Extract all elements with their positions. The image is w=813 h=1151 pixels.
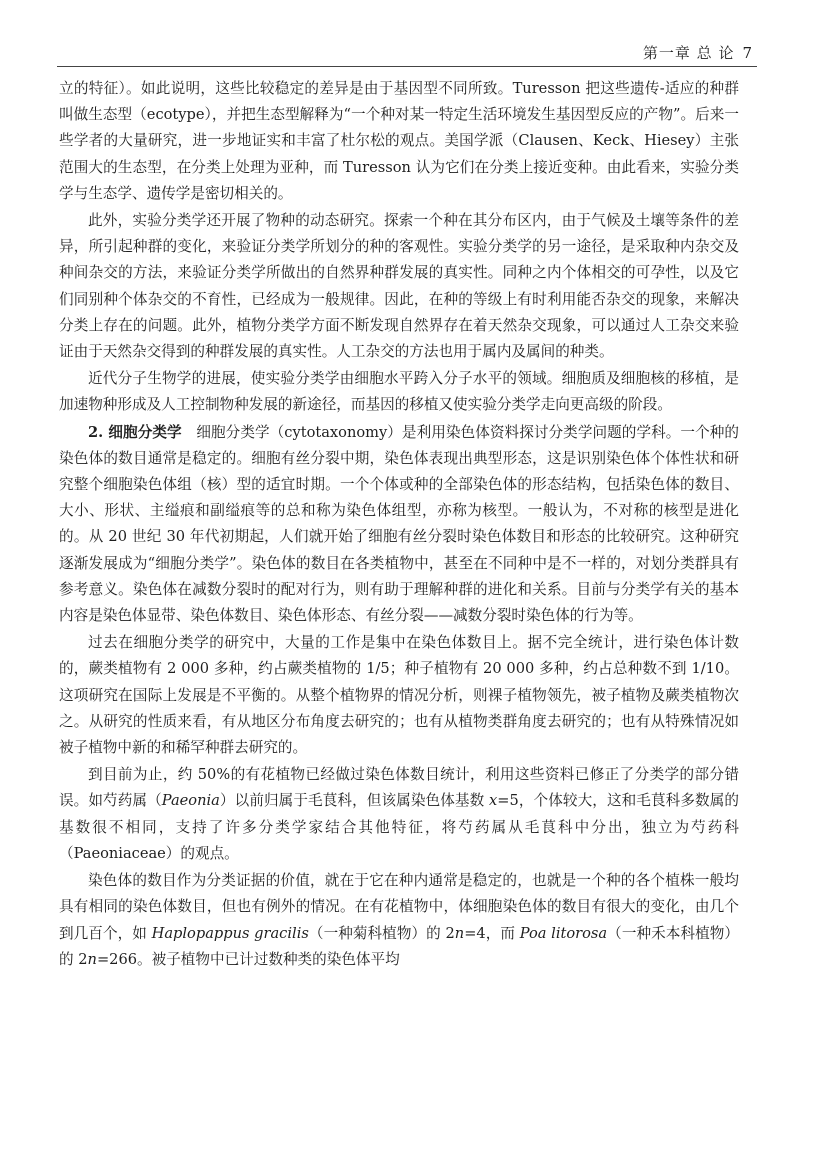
paragraph-7-text-c: =4，而 xyxy=(464,924,520,942)
paragraph-7-text-d: （一种禾本科植物）的 2 xyxy=(59,924,739,968)
chapter-title: 第一章 总 论 xyxy=(642,44,735,62)
paragraph-6-text-b: ）以前归属于毛茛科，但该属染色体基数 xyxy=(219,792,489,810)
running-header xyxy=(57,34,757,67)
paragraph-2: 此外，实验分类学还开展了物种的动态研究。探索一个种在其分布区内，由于气候及土壤等条件的差异，所引起种群的变化，来验证分类学所划分的种的客观性。实验分类学的另一途径，是采取种内杂交及种间杂交的方法，来验证分类学所做出的自然界种群发展的真实性。同种之内个体相交的可孕性，以及它们同别种个体杂交的不育性，已经成为一般规律。因此，在种的等级上有时利用能否杂交的现象，来解决分类上存在的问题。此外，植物分类学方面不断发现自然界存在着天然杂交现象，可以通过人工杂交来验证由于天然杂交得到的种群发展的真实性。人工杂交的方法也用于属内及属间的种类。 xyxy=(59,212,739,361)
species-name-poa: Poa litorosa xyxy=(519,924,608,942)
page-number: 7 xyxy=(742,44,753,62)
paragraph-4 xyxy=(59,420,739,630)
paragraph-6-text-a: 到目前为止，约 50%的有花植物已经做过染色体数目统计，利用这些资料已修正了分类学的部分错误。如芍药属（ xyxy=(59,766,739,810)
variable-n: n xyxy=(87,950,97,968)
paragraph-7-text-e: =266。被子植物中已计过数种类的染色体平均 xyxy=(96,950,400,968)
variable-x: x xyxy=(489,792,498,810)
paragraph-7-text-a: 染色体的数目作为分类证据的价值，就在于它在种内通常是稳定的，也就是一个种的各个植株一般均具有相同的染色体数目，但也有例外的情况。在有花植物中，体细胞染色体的数目有很大的变化，由几个到几百个，如 xyxy=(59,872,739,942)
paragraph-1: 立的特征）。如此说明，这些比较稳定的差异是由于基因型不同所致。Turesson 把这些遗传-适应的种群叫做生态型（ecotype），并把生态型解释为“一个种对某一特定生活环境发生基因型反应的产物”。后来一些学者的大量研究，进一步地证实和丰富了杜尔松的观点。美国学派（Clausen、Keck、Hiesey）主张范围大的生态型，在分类上处理为亚种，而 Turesson 认为它们在分类上接近变种。由此看来，实验分类学与生态学、遗传学是密切相关的。 xyxy=(59,80,739,202)
species-name-haplopappus: Haplopappus gracilis xyxy=(151,924,309,942)
variable-n: n xyxy=(454,924,465,942)
paragraph-7 xyxy=(59,868,739,973)
header-text xyxy=(643,42,753,63)
paragraph-5: 过去在细胞分类学的研究中，大量的工作是集中在染色体数目上。据不完全统计，进行染色体计数的，蕨类植物有 2 000 多种，约占蕨类植物的 1/5；种子植物有 20 000 多种，约占总种数不到 1/10。这项研究在国际上发展是不平衡的。从整个植物界的情况分析，则裸子植物领先，被子植物及蕨类植物次之。从研究的性质来看，有从地区分布角度去研究的；也有从植物类群角度去研究的；也有从特殊情况如被子植物中新的和稀罕种群去研究的。 xyxy=(59,634,739,757)
genus-name-paeonia: Paeonia xyxy=(161,792,220,810)
paragraph-4-text: 细胞分类学（cytotaxonomy）是利用染色体资料探讨分类学问题的学科。一个种的染色体的数目通常是稳定的。细胞有丝分裂中期，染色体表现出典型形态，这是识别染色体个体性状和研究整个细胞染色体组（核）型的适宜时期。一个个体或种的全部染色体的形态结构，包括染色体的数目、大小、形状、主缢痕和副缢痕等的总和称为染色体组型，亦称为核型。一般认为，不对称的核型是进化的。从 20 世纪 30 年代初期起，人们就开始了细胞有丝分裂时染色体数目和形态的比较研究。这种研究逐渐发展成为“细胞分类学”。染色体的数目在各类植物中，甚至在不同种中是不一样的，对划分类群具有参考意义。染色体在减数分裂时的配对行为，则有助于理解种群的进化和关系。目前与分类学有关的基本内容是染色体显带、染色体数目、染色体形态、有丝分裂——减数分裂时染色体的行为等。 xyxy=(59,423,739,625)
paragraph-6-text-c: =5，个体较大，这和毛茛科多数属的基数很不相同，支持了许多分类学家结合其他特征，将芍药属从毛茛科中分出，独立为芍药科（Paeoniaceae）的观点。 xyxy=(59,792,740,862)
page-body xyxy=(59,76,739,974)
paragraph-7-text-b: （一种菊科植物）的 2 xyxy=(308,924,455,942)
paragraph-6 xyxy=(59,762,739,867)
paragraph-3: 近代分子生物学的进展，使实验分类学由细胞水平跨入分子水平的领域。细胞质及细胞核的移植，是加速物种形成及人工控制物种发展的新途径，而基因的移植又使实验分类学走向更高级的阶段。 xyxy=(59,370,739,414)
section-heading-cytotaxonomy: 2. 细胞分类学 xyxy=(88,423,182,441)
